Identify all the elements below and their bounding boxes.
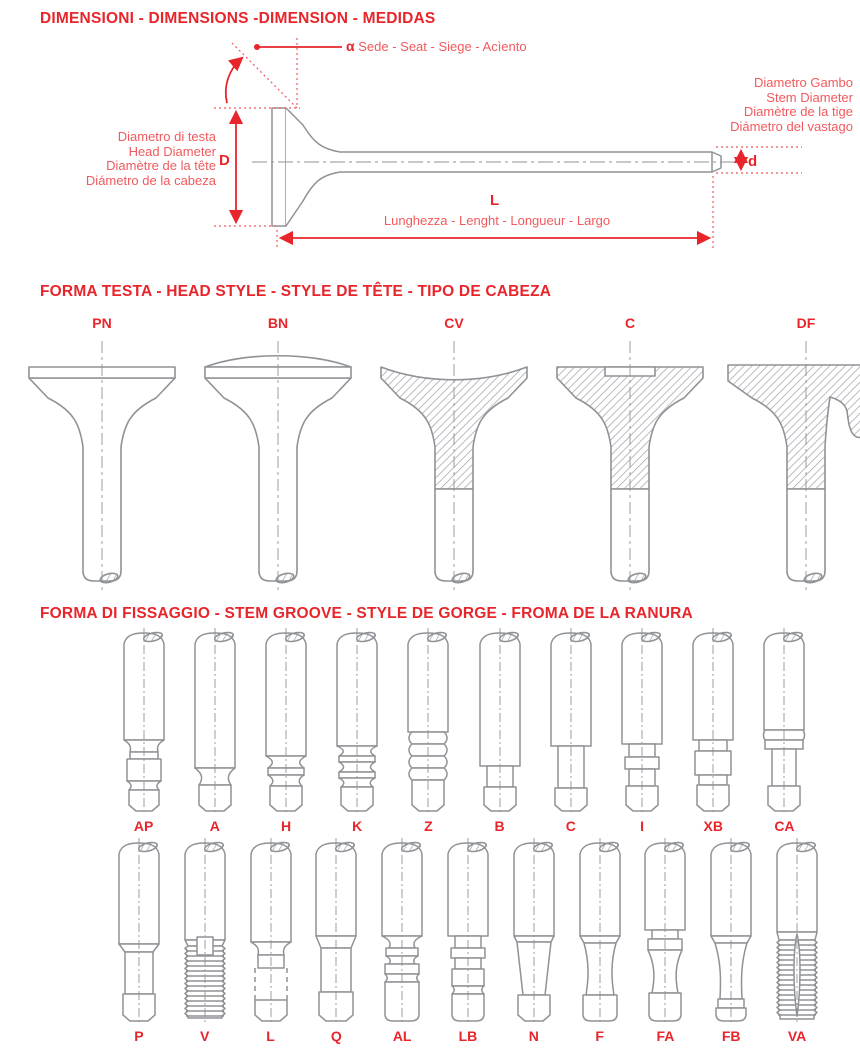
head-style-code-label: DF bbox=[796, 315, 816, 331]
stem-groove-figure-A bbox=[187, 628, 243, 814]
stem-groove-code-label: FA bbox=[656, 1028, 675, 1044]
stem-groove-figure-Z bbox=[400, 628, 456, 814]
stem-groove-code-label: AL bbox=[392, 1028, 412, 1044]
head-style-item-DF bbox=[718, 315, 860, 597]
stem-groove-code-label: CA bbox=[774, 818, 795, 834]
stem-groove-item-H bbox=[250, 628, 321, 834]
alpha-symbol: α bbox=[346, 38, 355, 54]
stem-groove-figure-L bbox=[243, 838, 299, 1024]
stem-groove-item-Z bbox=[393, 628, 464, 834]
head-diameter-letter: D bbox=[219, 152, 230, 169]
stem-groove-figure-LB bbox=[440, 838, 496, 1024]
dimensions-section-title: DIMENSIONI - DIMENSIONS -DIMENSION - MEDIDAS bbox=[40, 10, 436, 27]
stem-groove-item-LB bbox=[435, 838, 501, 1044]
stem-grooves-row-2 bbox=[106, 838, 830, 1044]
stem-groove-code-label: B bbox=[494, 818, 505, 834]
stem-grooves-row-1 bbox=[108, 628, 820, 834]
stem-groove-code-label: N bbox=[528, 1028, 539, 1044]
head-style-figure-C bbox=[542, 337, 718, 597]
stem-groove-code-label: FB bbox=[721, 1028, 741, 1044]
stem-groove-figure-H bbox=[258, 628, 314, 814]
stem-groove-item-P bbox=[106, 838, 172, 1044]
stem-groove-code-label: Z bbox=[424, 818, 433, 834]
head-diameter-label: Diametro di testa Head Diameter Diamètre de la tête Diámetro de la cabeza bbox=[85, 129, 216, 188]
stem-groove-figure-FB bbox=[703, 838, 759, 1024]
stem-groove-figure-XB bbox=[685, 628, 741, 814]
head-style-item-CV bbox=[366, 315, 542, 597]
stem-groove-code-label: C bbox=[565, 818, 576, 834]
stem-groove-item-FB bbox=[698, 838, 764, 1044]
head-style-item-PN bbox=[14, 315, 190, 597]
stem-groove-figure-I bbox=[614, 628, 670, 814]
stem-groove-item-AP bbox=[108, 628, 179, 834]
stem-groove-code-label: AP bbox=[133, 818, 154, 834]
head-style-item-C bbox=[542, 315, 718, 597]
stem-groove-item-VA bbox=[764, 838, 830, 1044]
stem-groove-code-label: H bbox=[280, 818, 292, 834]
stem-diameter-letter: d bbox=[748, 153, 758, 170]
head-style-code-label: CV bbox=[444, 315, 464, 331]
stem-groove-item-L bbox=[238, 838, 304, 1044]
stem-groove-figure-AP bbox=[116, 628, 172, 814]
stem-groove-item-I bbox=[606, 628, 677, 834]
stem-groove-item-XB bbox=[678, 628, 749, 834]
stem-groove-item-C bbox=[535, 628, 606, 834]
stem-groove-item-CA bbox=[749, 628, 820, 834]
stem-groove-code-label: LB bbox=[458, 1028, 478, 1044]
stem-groove-figure-B bbox=[472, 628, 528, 814]
head-style-code-label: C bbox=[624, 315, 636, 331]
stem-groove-figure-P bbox=[111, 838, 167, 1024]
stem-groove-figure-C bbox=[543, 628, 599, 814]
stem-groove-item-A bbox=[179, 628, 250, 834]
stem-diameter-label: Diametro Gambo Stem Diameter Diamètre de la tige Diámetro del vastago bbox=[730, 75, 853, 134]
stem-groove-item-N bbox=[501, 838, 567, 1044]
head-style-figure-CV bbox=[366, 337, 542, 597]
head-style-item-BN bbox=[190, 315, 366, 597]
stem-groove-figure-VA bbox=[769, 838, 825, 1024]
seat-label: α Sede - Seat - Siege - Acìento bbox=[346, 38, 527, 54]
stem-groove-code-label: Q bbox=[330, 1028, 342, 1044]
length-text: Lunghezza - Lenght - Longueur - Largo bbox=[383, 213, 611, 228]
stem-groove-item-F bbox=[567, 838, 633, 1044]
stem-groove-figure-CA bbox=[756, 628, 812, 814]
stem-groove-item-AL bbox=[369, 838, 435, 1044]
stem-groove-code-label: L bbox=[266, 1028, 275, 1044]
stem-groove-code-label: I bbox=[640, 818, 644, 834]
stem-groove-code-label: A bbox=[209, 818, 220, 834]
stem-groove-figure-V bbox=[177, 838, 233, 1024]
stem-groove-item-K bbox=[322, 628, 393, 834]
stem-groove-figure-AL bbox=[374, 838, 430, 1024]
stem-groove-code-label: VA bbox=[787, 1028, 807, 1044]
stem-groove-item-Q bbox=[303, 838, 369, 1044]
stem-groove-item-B bbox=[464, 628, 535, 834]
head-style-figure-BN bbox=[190, 337, 366, 597]
stem-groove-item-FA bbox=[633, 838, 699, 1044]
angle-arc-arrow bbox=[226, 58, 242, 103]
stem-groove-code-label: V bbox=[200, 1028, 210, 1044]
stem-groove-figure-FA bbox=[637, 838, 693, 1024]
stem-groove-code-label: P bbox=[134, 1028, 144, 1044]
stem-groove-code-label: XB bbox=[703, 818, 723, 834]
stem-groove-code-label: F bbox=[595, 1028, 604, 1044]
head-styles-row bbox=[14, 315, 846, 597]
head-style-figure-PN bbox=[14, 337, 190, 597]
head-styles-section-title: FORMA TESTA - HEAD STYLE - STYLE DE TÊTE - TIPO DE CABEZA bbox=[40, 283, 552, 300]
stem-groove-item-V bbox=[172, 838, 238, 1044]
head-style-code-label: BN bbox=[267, 315, 289, 331]
stem-groove-figure-K bbox=[329, 628, 385, 814]
head-style-figure-DF bbox=[718, 337, 860, 597]
length-letter: L bbox=[490, 192, 500, 209]
head-style-code-label: PN bbox=[92, 315, 112, 331]
stem-groove-code-label: K bbox=[352, 818, 363, 834]
stem-grooves-section-title: FORMA DI FISSAGGIO - STEM GROOVE - STYLE DE GORGE - FROMA DE LA RANURA bbox=[40, 605, 693, 622]
stem-groove-figure-F bbox=[572, 838, 628, 1024]
stem-groove-figure-N bbox=[506, 838, 562, 1024]
stem-groove-figure-Q bbox=[308, 838, 364, 1024]
